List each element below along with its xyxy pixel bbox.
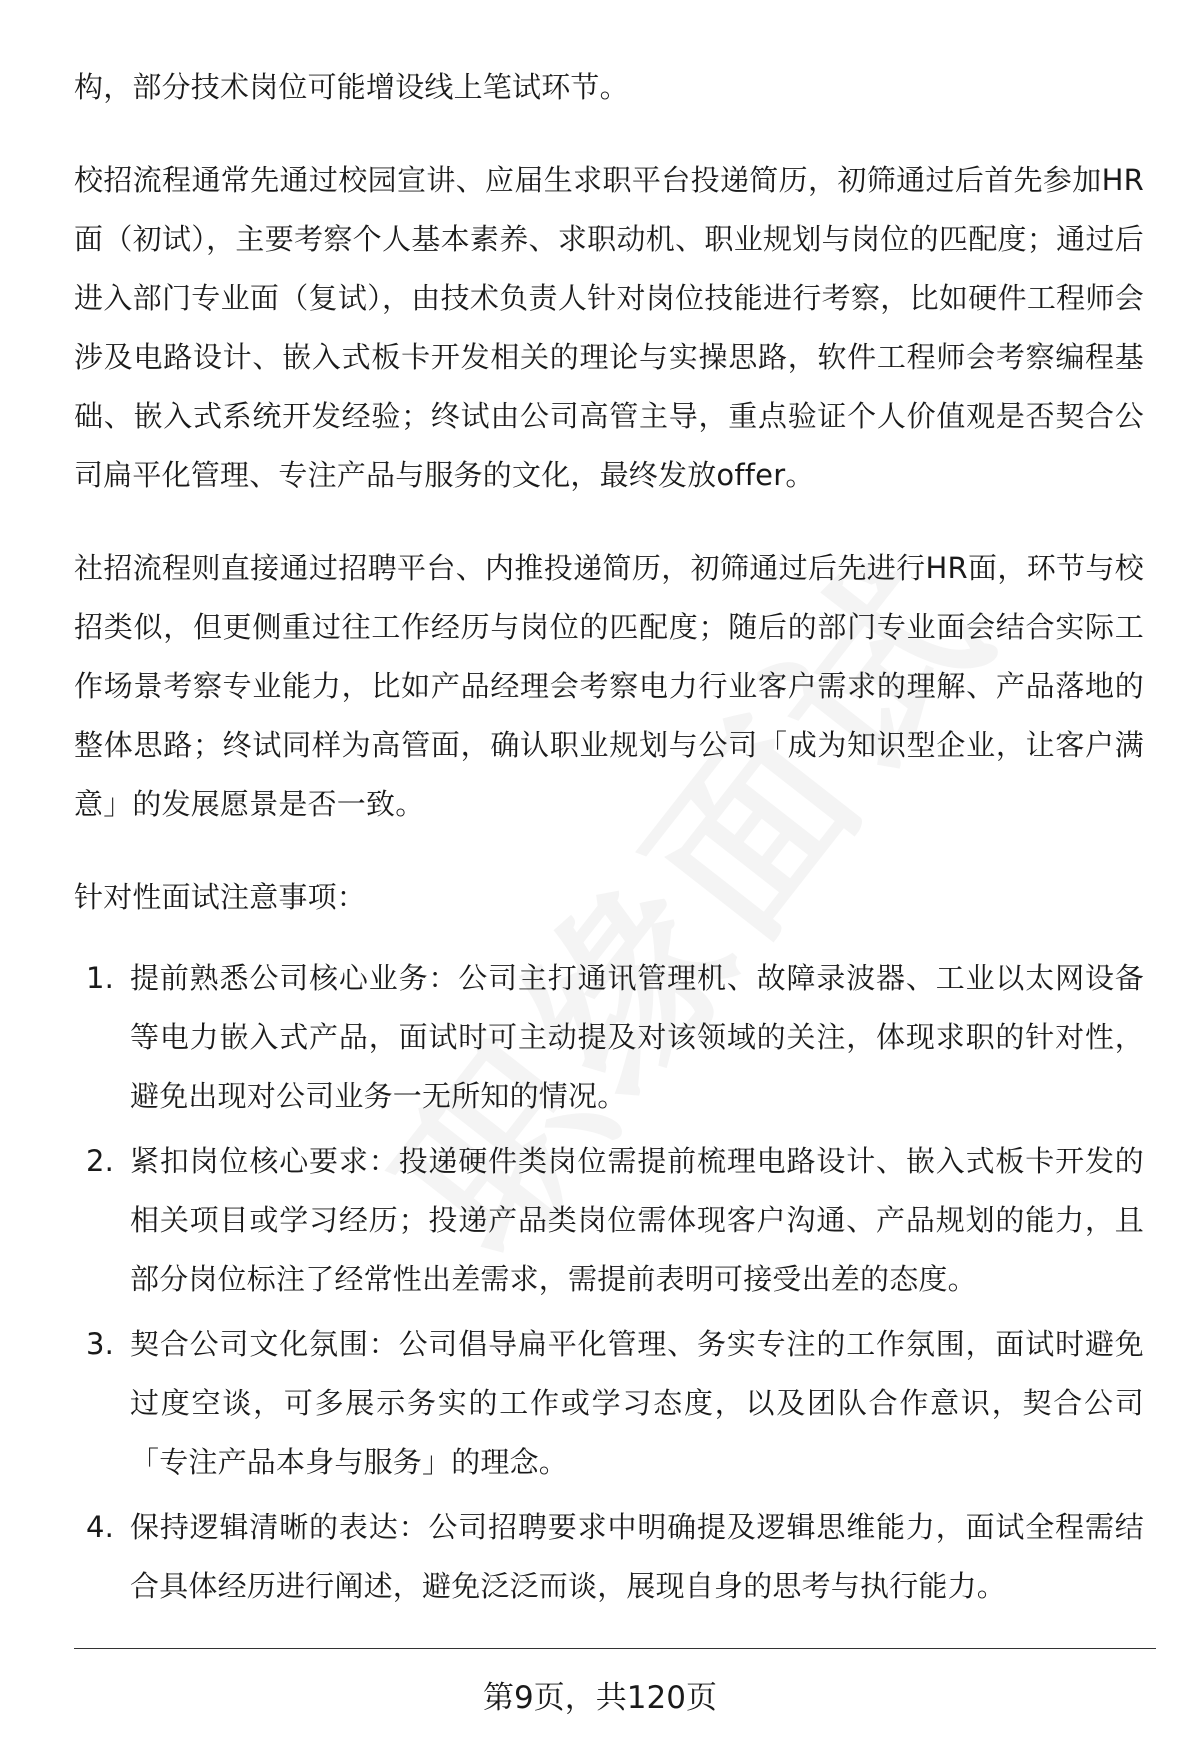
list-item-number: 1. xyxy=(86,961,115,995)
list-item-text: 契合公司文化氛围：公司倡导扁平化管理、务实专注的工作氛围，面试时避免过度空谈，可多展示务实的工作或学习态度，以及团队合作意识，契合公司「专注产品本身与服务」的理念。 xyxy=(130,1327,1144,1479)
list-item-number: 3. xyxy=(86,1327,115,1361)
paragraph-continuation: 构，部分技术岗位可能增设线上笔试环节。 xyxy=(74,70,629,104)
notes-list xyxy=(74,949,1144,1616)
list-item-number: 2. xyxy=(86,1144,115,1178)
notes-heading: 针对性面试注意事项： xyxy=(74,880,367,914)
paragraph-social-recruitment: 社招流程则直接通过招聘平台、内推投递简历，初筛通过后先进行HR面，环节与校招类似，但更侧重过往工作经历与岗位的匹配度；随后的部门专业面会结合实际工作场景考察专业能力，比如产品经理会考察电力行业客户需求的理解、产品落地的整体思路；终试同样为高管面，确认职业规划与公司「成为知识型企业，让客户满意」的发展愿景是否一致。 xyxy=(74,551,1144,821)
page-number: 第9页，共120页 xyxy=(483,1680,717,1716)
list-item xyxy=(74,1498,1144,1616)
document-body xyxy=(74,58,1144,1622)
footer-divider xyxy=(74,1648,1156,1649)
list-item xyxy=(74,949,1144,1126)
list-item xyxy=(74,1132,1144,1309)
list-item xyxy=(74,1315,1144,1492)
list-item-number: 4. xyxy=(86,1510,115,1544)
list-item-text: 紧扣岗位核心要求：投递硬件类岗位需提前梳理电路设计、嵌入式板卡开发的相关项目或学习经历；投递产品类岗位需体现客户沟通、产品规划的能力，且部分岗位标注了经常性出差需求，需提前表明可接受出差的态度。 xyxy=(130,1144,1144,1296)
list-item-text: 提前熟悉公司核心业务：公司主打通讯管理机、故障录波器、工业以太网设备等电力嵌入式产品，面试时可主动提及对该领域的关注，体现求职的针对性，避免出现对公司业务一无所知的情况。 xyxy=(130,961,1144,1113)
paragraph-campus-recruitment: 校招流程通常先通过校园宣讲、应届生求职平台投递简历，初筛通过后首先参加HR面（初试），主要考察个人基本素养、求职动机、职业规划与岗位的匹配度；通过后进入部门专业面（复试），由技术负责人针对岗位技能进行考察，比如硬件工程师会涉及电路设计、嵌入式板卡开发相关的理论与实操思路，软件工程师会考察编程基础、嵌入式系统开发经验；终试由公司高管主导，重点验证个人价值观是否契合公司扁平化管理、专注产品与服务的文化，最终发放offer。 xyxy=(74,163,1144,492)
list-item-text: 保持逻辑清晰的表达：公司招聘要求中明确提及逻辑思维能力，面试全程需结合具体经历进行阐述，避免泛泛而谈，展现自身的思考与执行能力。 xyxy=(130,1510,1144,1603)
